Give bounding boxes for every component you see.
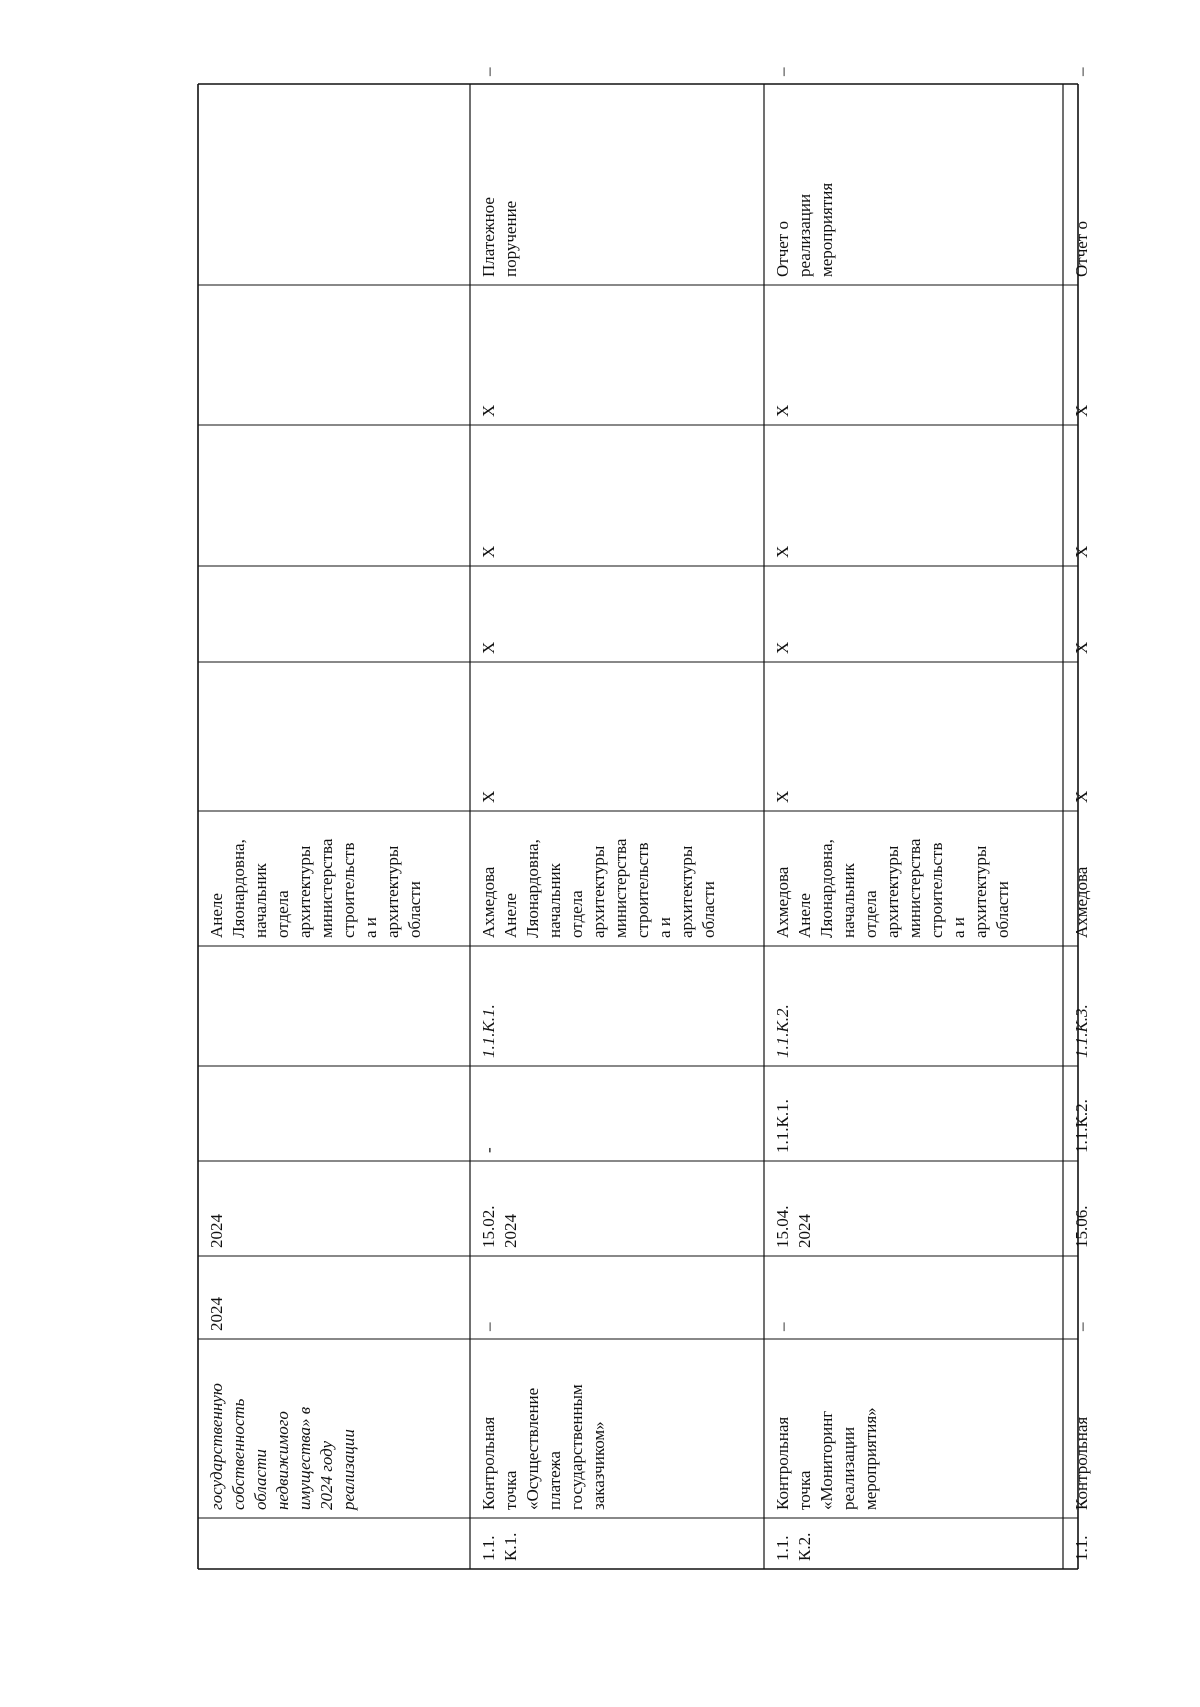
cell-name-row-3: Контрольная точка «Мониторинг реализации мероприятия» <box>773 1407 880 1510</box>
cell-end-row-1: 2024 <box>207 1214 226 1248</box>
cell-code-row-2: 1.1.К.1. <box>479 1004 498 1058</box>
cell-start-row-2: – <box>479 1322 498 1331</box>
cell-end-row-2: 15.02. 2024 <box>479 1205 520 1248</box>
cell-doc-row-2: Платежное поручение <box>479 197 520 277</box>
rotated-table-page <box>198 67 1091 1569</box>
cell-v2-row-2: X <box>479 641 498 654</box>
cell-start-row-3: – <box>773 1322 792 1331</box>
cell-v2-row-4: X <box>1072 641 1091 654</box>
cell-doc-row-3: Отчет о реализации мероприятия <box>773 182 836 277</box>
cell-resp-row-3: Ахмедова Анеле Ляонардовна, начальник отдела архитектуры министерства строительств а и архитектуры области <box>773 838 1012 938</box>
cell-v1-row-2: X <box>479 790 498 803</box>
cell-v1-row-3: X <box>773 790 792 803</box>
cell-code-row-4: 1.1.К.3. <box>1072 1004 1091 1058</box>
cell-end-row-3: 15.04. 2024 <box>773 1205 814 1248</box>
cell-resp-row-2: Ахмедова Анеле Ляонардовна, начальник отдела архитектуры министерства строительств а и архитектуры области <box>479 838 718 938</box>
cell-v3-row-3: X <box>773 545 792 558</box>
cell-prev-row-4: 1.1.К.2. <box>1072 1099 1091 1153</box>
cell-num-row-2: 1.1. К.1. <box>479 1532 520 1561</box>
cell-v3-row-2: X <box>479 545 498 558</box>
cell-info-row-3: – <box>773 67 792 76</box>
cell-name-row-1: государственную собственность области недвижимого имущества» в 2024 году реализации <box>207 1383 358 1510</box>
cell-name-row-2: Контрольная точка «Осуществление платежа государственным заказчиком» <box>479 1384 608 1510</box>
cell-v4-row-2: X <box>479 404 498 417</box>
cell-end-row-4: 15.06. <box>1072 1205 1091 1248</box>
cell-prev-row-2: - <box>479 1147 498 1153</box>
cell-resp-row-4: Ахмедова <box>1072 866 1091 938</box>
cell-v1-row-4: X <box>1072 790 1091 803</box>
cell-info-row-4: – <box>1072 67 1091 76</box>
cell-start-row-1: 2024 <box>207 1297 226 1331</box>
cell-num-row-4: 1.1. <box>1072 1535 1091 1561</box>
cell-v3-row-4: X <box>1072 545 1091 558</box>
cell-code-row-3: 1.1.К.2. <box>773 1004 792 1058</box>
cell-name-row-4: Контрольная <box>1072 1416 1091 1510</box>
cell-resp-row-1: Анеле Ляонардовна, начальник отдела архитектуры министерства строительств а и архитектуры области <box>207 838 424 938</box>
cell-num-row-3: 1.1. К.2. <box>773 1532 814 1561</box>
cell-start-row-4: – <box>1072 1322 1091 1331</box>
cell-prev-row-3: 1.1.К.1. <box>773 1099 792 1153</box>
cell-info-row-2: – <box>479 67 498 76</box>
cell-v4-row-3: X <box>773 404 792 417</box>
cell-v2-row-3: X <box>773 641 792 654</box>
cell-v4-row-4: X <box>1072 404 1091 417</box>
cell-doc-row-4: Отчет о <box>1072 221 1091 277</box>
